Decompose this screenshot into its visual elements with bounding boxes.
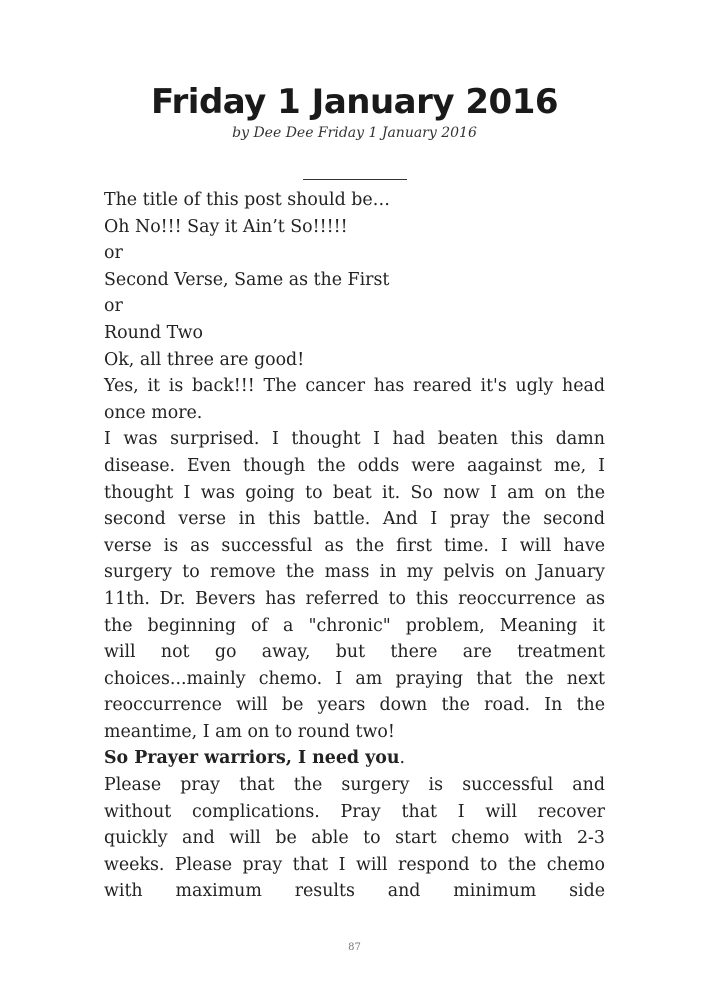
paragraph-line: meantime, I am on to round two! xyxy=(104,721,395,742)
paragraph-line: Please pray that the surgery is successful and xyxy=(104,775,605,796)
paragraph-line: once more. xyxy=(104,402,203,423)
intro-line: Second Verse, Same as the First xyxy=(104,269,390,290)
paragraph-line: quickly and will be able to start chemo with 2-3 xyxy=(104,828,605,849)
paragraph-line: Yes, it is back!!! The cancer has reared it's ugly head xyxy=(104,376,605,397)
paragraph-line: surgery to remove the mass in my pelvis on January xyxy=(104,562,605,583)
paragraph-line: the beginning of a "chronic" problem, Meaning it xyxy=(104,615,605,636)
prayer-heading-line xyxy=(104,745,605,772)
paragraph-line: without complications. Pray that I will recover xyxy=(104,801,605,822)
paragraph-line: disease. Even though the odds were aagainst me, I xyxy=(104,455,605,476)
intro-line: The title of this post should be… xyxy=(104,190,391,210)
paragraph-line: 11th. Dr. Bevers has referred to this reoccurrence as xyxy=(104,588,605,609)
page-number: 87 xyxy=(348,942,361,953)
prayer-heading-period: . xyxy=(399,748,405,769)
paragraph-line: reoccurrence will be years down the road. In the xyxy=(104,695,605,716)
prayer-heading: So Prayer warriors, I need you xyxy=(104,748,400,769)
intro-line: or xyxy=(104,296,123,317)
post-body xyxy=(104,187,605,905)
intro-line: Ok, all three are good! xyxy=(104,349,305,370)
paragraph-line: weeks. Please pray that I will respond to the chemo xyxy=(104,854,605,875)
paragraph-line: second verse in this battle. And I pray the second xyxy=(104,509,605,530)
intro-line: or xyxy=(104,243,123,264)
paragraph-line: will not go away, but there are treatment xyxy=(104,642,605,663)
intro-line: Oh No!!! Say it Ain’t So!!!!! xyxy=(104,216,348,237)
paragraph-line: with maximum results and minimum side xyxy=(104,881,605,902)
paragraph-line: I was surprised. I thought I had beaten this damn xyxy=(104,429,605,450)
title-divider xyxy=(303,179,407,180)
post-byline: by Dee Dee Friday 1 January 2016 xyxy=(232,125,477,141)
paragraph-line: verse is as successful as the first time. I will have xyxy=(104,535,605,556)
post-title: Friday 1 January 2016 xyxy=(150,82,559,122)
paragraph-line: thought I was going to beat it. So now I am on the xyxy=(104,482,605,503)
paragraph-line: choices...mainly chemo. I am praying that the next xyxy=(104,668,605,689)
intro-line: Round Two xyxy=(104,322,203,343)
